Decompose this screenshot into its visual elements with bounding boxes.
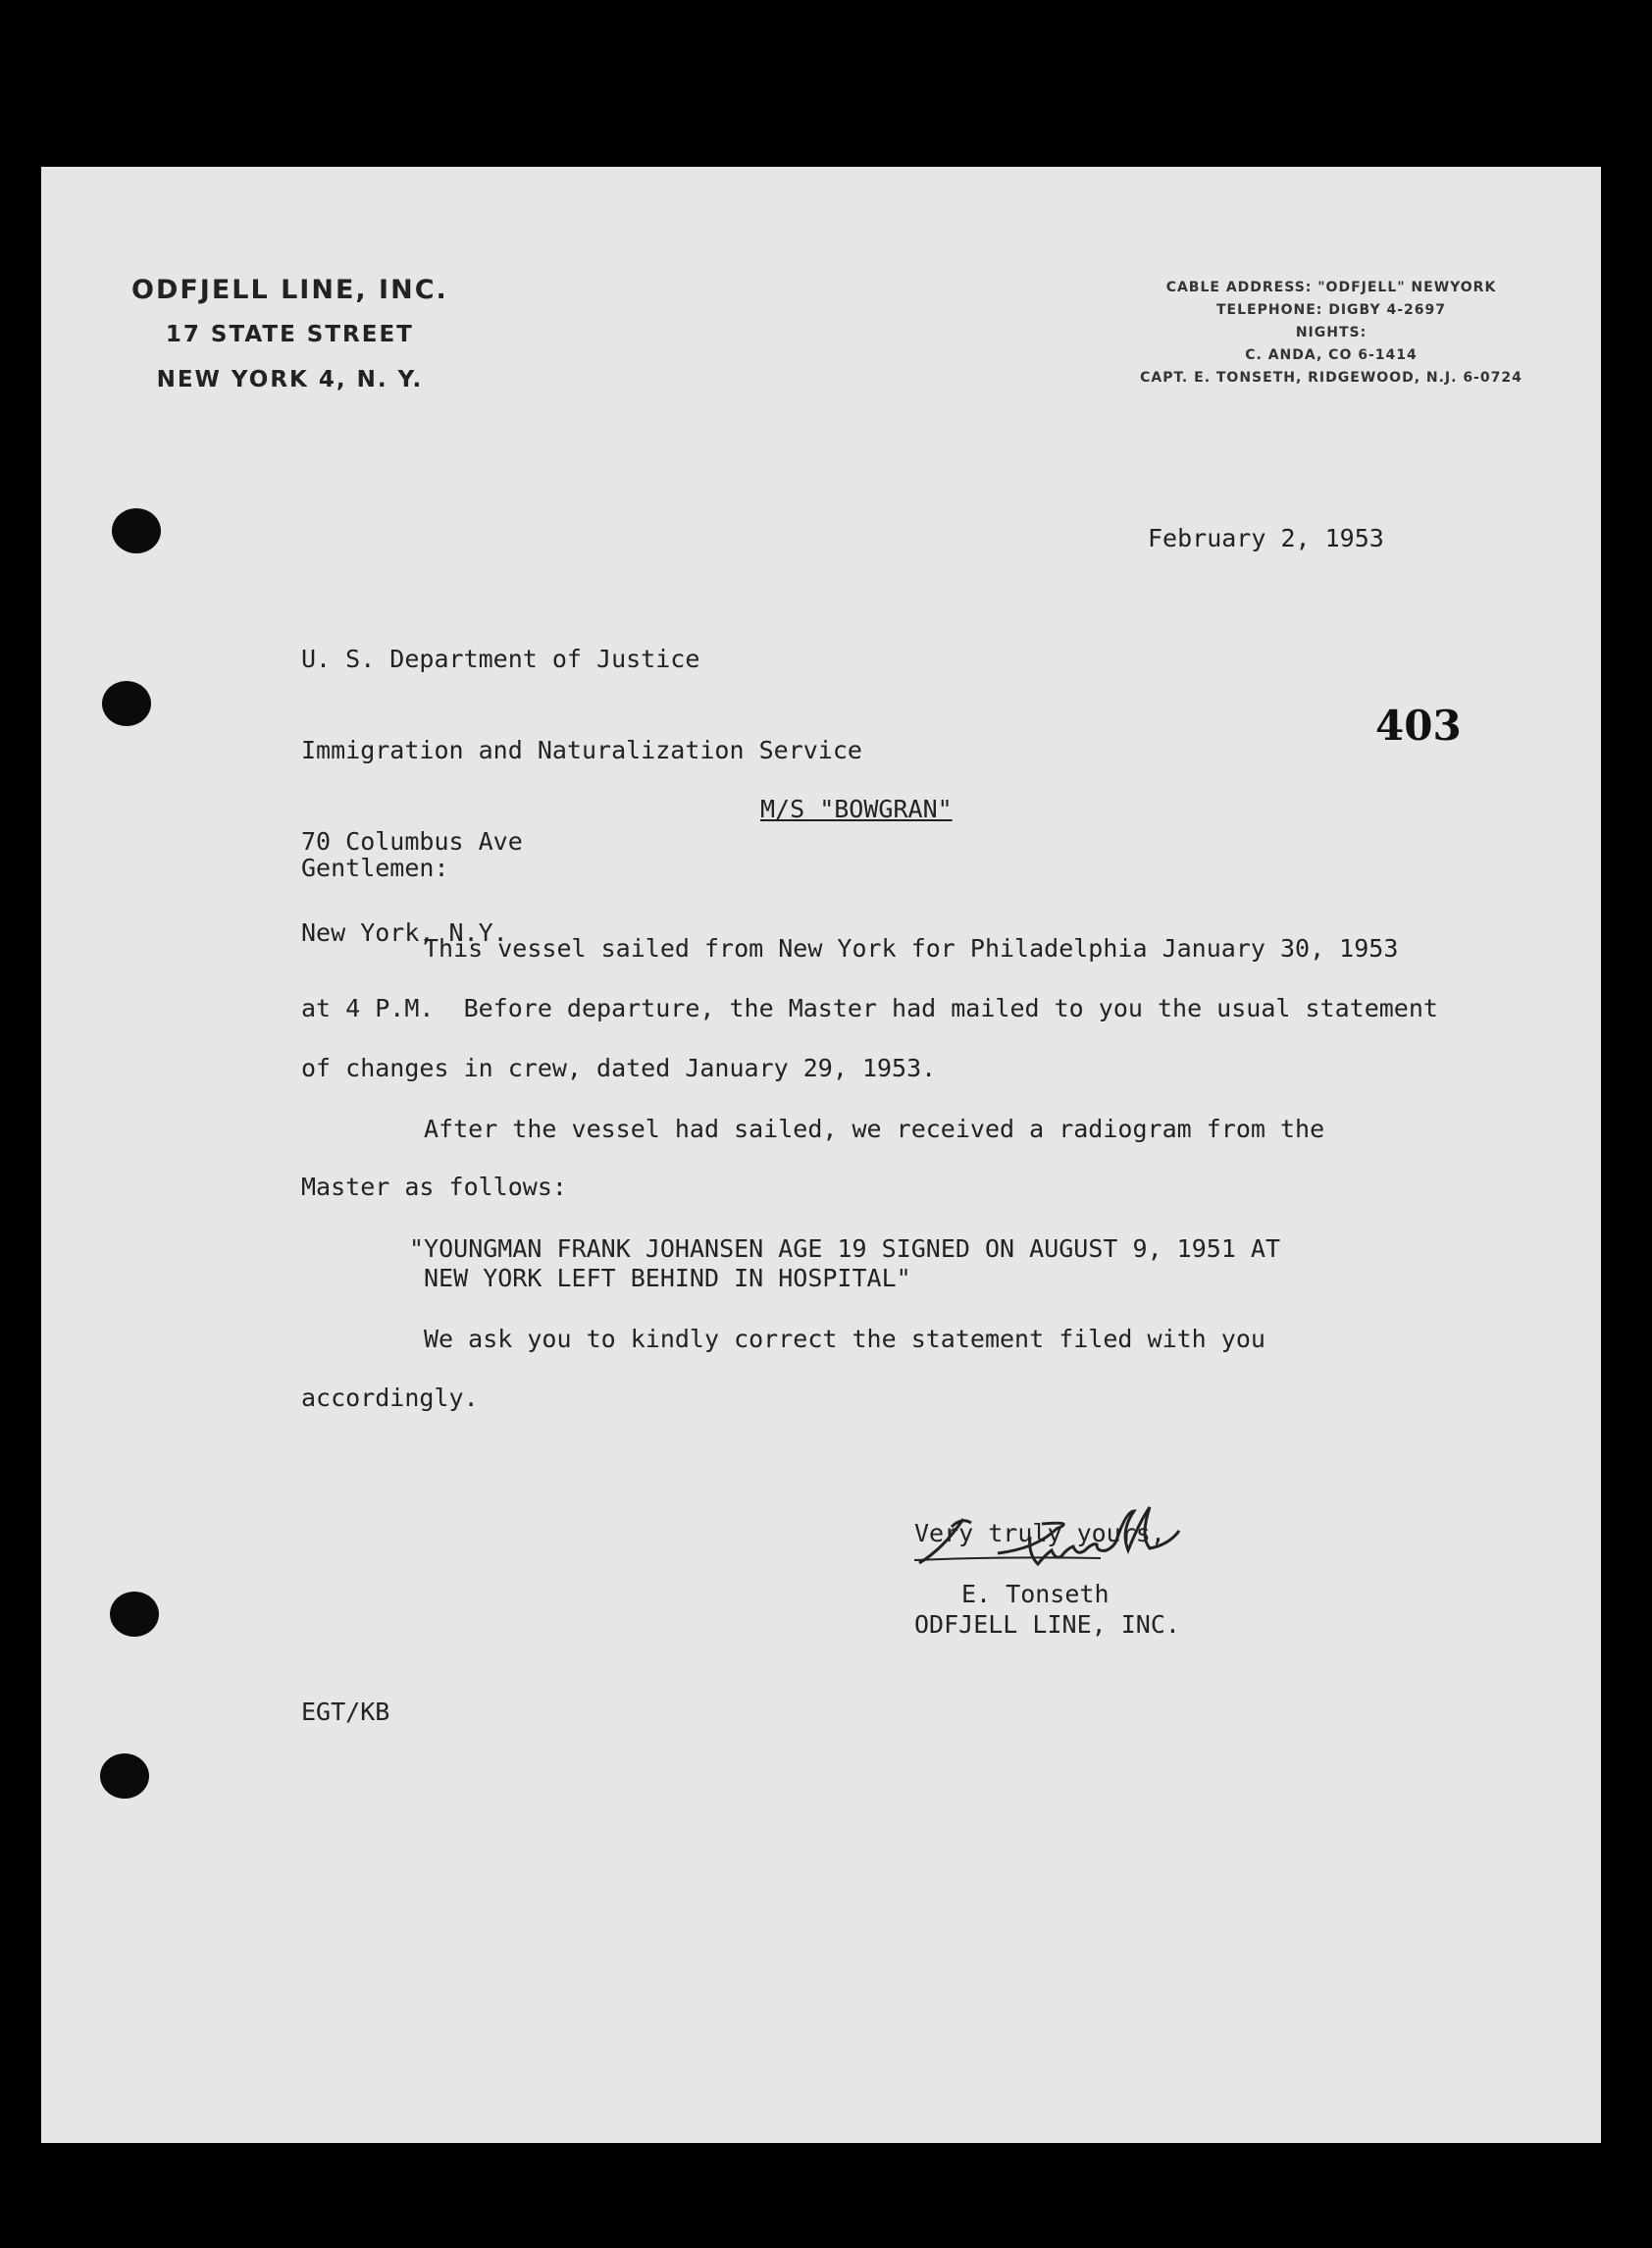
telephone: TELEPHONE: DIGBY 4-2697	[1216, 302, 1446, 318]
company-city: NEW YORK 4, N. Y.	[156, 367, 424, 392]
salutation: Gentlemen:	[301, 854, 449, 882]
punch-hole	[102, 681, 151, 726]
nights-label: NIGHTS:	[1295, 325, 1368, 340]
quote-line: NEW YORK LEFT BEHIND IN HOSPITAL"	[424, 1264, 911, 1292]
night-contact-2: CAPT. E. TONSETH, RIDGEWOOD, N.J. 6-0724	[1140, 370, 1523, 386]
letter-date: February 2, 1953	[1148, 524, 1384, 552]
cable-address: CABLE ADDRESS: "ODFJELL" NEWYORK	[1165, 280, 1497, 295]
body-line: accordingly.	[301, 1384, 479, 1412]
recipient-line: Immigration and Naturalization Service	[301, 736, 862, 764]
closing-line: Very truly yours,	[914, 1519, 1165, 1547]
punch-hole	[112, 508, 161, 553]
handwritten-signature	[904, 1499, 1258, 1578]
body-line: This vessel sailed from New York for Philadelphia January 30, 1953	[424, 934, 1399, 963]
punch-hole	[100, 1753, 149, 1799]
document-number-stamp: 403	[1375, 702, 1462, 750]
letterhead-left	[131, 269, 448, 402]
body-line: of changes in crew, dated January 29, 1953.	[301, 1054, 937, 1082]
closing-company: ODFJELL LINE, INC.	[914, 1610, 1180, 1639]
subject-line: M/S "BOWGRAN"	[760, 795, 953, 823]
letterhead-right	[1091, 277, 1572, 390]
night-contact-1: C. ANDA, CO 6-1414	[1245, 347, 1418, 363]
closing-block	[914, 1457, 1180, 1700]
quote-line: "YOUNGMAN FRANK JOHANSEN AGE 19 SIGNED ON AUGUST 9, 1951 AT	[409, 1234, 1281, 1263]
company-name: ODFJELL LINE, INC.	[131, 275, 448, 305]
letter-page	[41, 167, 1601, 2143]
signer-name: E. Tonseth	[961, 1580, 1110, 1608]
body-line: Master as follows:	[301, 1173, 567, 1201]
punch-hole	[110, 1592, 159, 1637]
company-street: 17 STATE STREET	[165, 322, 414, 347]
recipient-line: 70 Columbus Ave	[301, 827, 523, 856]
typist-initials: EGT/KB	[301, 1698, 390, 1726]
body-line: at 4 P.M. Before departure, the Master had mailed to you the usual statement	[301, 994, 1438, 1022]
body-line: We ask you to kindly correct the statement filed with you	[424, 1325, 1265, 1353]
body-line: After the vessel had sailed, we received a radiogram from the	[424, 1115, 1325, 1143]
recipient-line: U. S. Department of Justice	[301, 645, 700, 673]
recipient-line: New York, N.Y.	[301, 918, 508, 947]
